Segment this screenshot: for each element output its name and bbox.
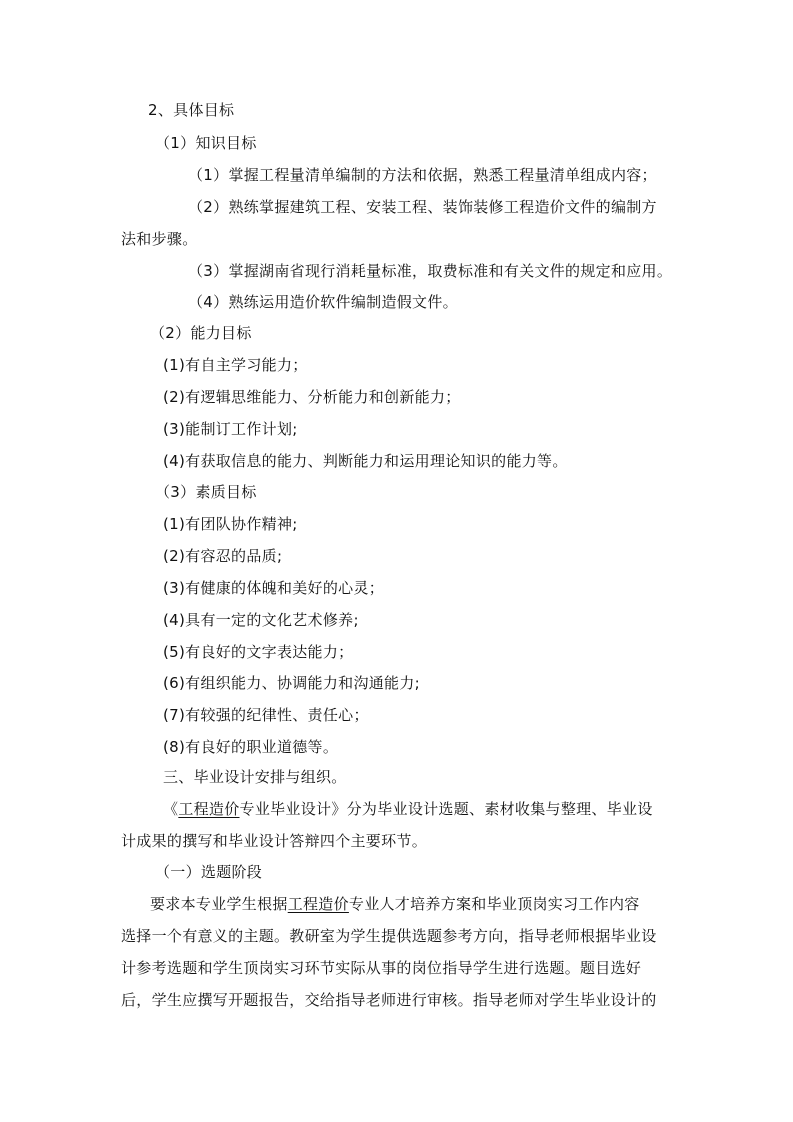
section-3-paragraph-line-1 xyxy=(163,799,653,819)
section-3-paragraph-rest: 专业毕业设计》分为毕业设计选题、素材收集与整理、毕业设 xyxy=(239,800,653,818)
stage-1-paragraph-rest: 专业人才培养方案和毕业顶岗实习工作内容 xyxy=(348,895,640,913)
knowledge-item-2: （2）熟练掌握建筑工程、安装工程、装饰装修工程造价文件的编制方 xyxy=(188,198,657,216)
quality-item-4: (4)具有一定的文化艺术修养; xyxy=(163,611,359,629)
quality-item-5: (5)有良好的文字表达能力； xyxy=(163,643,354,661)
knowledge-item-3: （3）掌握湖南省现行消耗量标准，取费标准和有关文件的规定和应用。 xyxy=(188,262,673,280)
stage-1-paragraph-line-3: 计参考选题和学生顶岗实习环节实际从事的岗位指导学生进行选题。题目选好 xyxy=(121,959,642,977)
quality-goals-heading: （3）素质目标 xyxy=(155,483,257,501)
ability-item-3: (3)能制订工作计划; xyxy=(163,420,298,438)
knowledge-goals-heading: （1）知识目标 xyxy=(155,134,257,152)
section-3-heading: 三、毕业设计安排与组织。 xyxy=(163,768,347,786)
stage-1-paragraph-line-1 xyxy=(150,894,640,914)
quality-item-2: (2)有容忍的品质; xyxy=(163,547,283,565)
stage-1-heading: （一）选题阶段 xyxy=(155,863,263,881)
knowledge-item-4: （4）熟练运用造价软件编制造假文件。 xyxy=(188,293,458,311)
ability-item-1: (1)有自主学习能力； xyxy=(163,356,308,374)
stage-1-paragraph-line-4: 后，学生应撰写开题报告，交给指导老师进行审核。指导老师对学生毕业设计的 xyxy=(121,991,657,1009)
quality-item-8: (8)有良好的职业道德等。 xyxy=(163,738,339,756)
major-name-link: 工程造价 xyxy=(287,895,349,913)
knowledge-item-2-cont: 法和步骤。 xyxy=(121,230,198,248)
quality-item-3: (3)有健康的体魄和美好的心灵； xyxy=(163,579,385,597)
stage-1-paragraph-line-2: 选择一个有意义的主题。教研室为学生提供选题参考方向，指导老师根据毕业设 xyxy=(121,927,657,945)
stage-1-paragraph-start: 要求本专业学生根据 xyxy=(150,895,288,913)
ability-item-2: (2)有逻辑思维能力、分析能力和创新能力； xyxy=(163,388,461,406)
knowledge-item-1: （1）掌握工程量清单编制的方法和依据，熟悉工程量清单组成内容； xyxy=(188,166,657,184)
section-heading-specific-goals: 2、具体目标 xyxy=(148,101,235,119)
ability-item-4: (4)有获取信息的能力、判断能力和运用理论知识的能力等。 xyxy=(163,452,568,470)
section-3-paragraph-line-2: 计成果的撰写和毕业设计答辩四个主要环节。 xyxy=(121,832,428,850)
ability-goals-heading: （2）能力目标 xyxy=(150,324,252,342)
quality-item-1: (1)有团队协作精神; xyxy=(163,515,298,533)
quality-item-6: (6)有组织能力、协调能力和沟通能力; xyxy=(163,674,421,692)
quality-item-7: (7)有较强的纪律性、责任心； xyxy=(163,706,369,724)
course-name-link: 工程造价 xyxy=(178,800,240,818)
book-title-open-bracket: 《 xyxy=(163,800,179,818)
